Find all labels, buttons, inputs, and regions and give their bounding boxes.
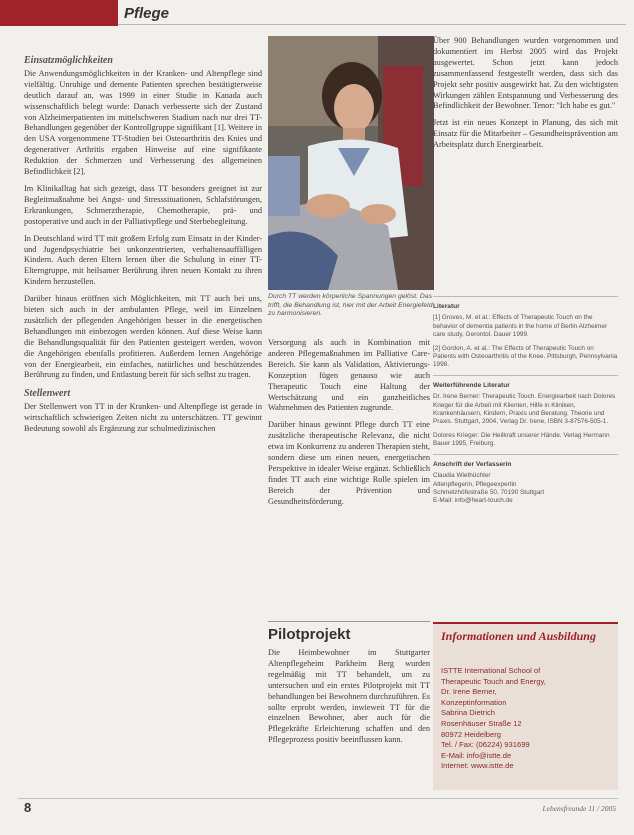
info-line: Therapeutic Touch and Energy, — [441, 676, 546, 686]
paragraph: Die Anwendungsmöglichkeiten in der Kranken- und Altenpflege sind vielfältig. Unruhige und demente Patienten sprechen bestätigterweise deutlich darauf an, was 1999 in einer Studie in Kanada auch wissenschaftlich belegt wurde: Danach verbesserte sich der Zustand von Alzheimerpatienten im mittelschweren Stadium nach nur drei TT-Behandlungen gegenüber der Kontrollgruppe signifikant [1]. Weitere in den USA vorgenommene TT-Studien bei Osteoarthritis des Knies und degenerativer Arthritis ergaben Hinweise auf eine signifikante Reduktion der Schmerzen und Verbesserung des allgemeinen Befindlichkeit [2]. — [24, 68, 262, 177]
pilot-heading: Pilotprojekt — [268, 626, 351, 643]
column-3 — [433, 36, 618, 157]
references-block — [433, 292, 618, 506]
subhead-effects: Einsatzmöglichkeiten — [24, 55, 113, 66]
info-box-body — [441, 666, 613, 772]
info-line: Sabrina Dietrich — [441, 708, 496, 718]
paragraph: Der Stellenwert von TT in der Kranken- und Altenpflege ist gerade in wirtschaftlich schwierigen Zeiten nicht zu unterschätzen. TT gewinnt Bedeutung sowohl als Ergänzung zur schulmedizinischen — [24, 402, 262, 434]
author-address-heading: Anschrift der Verfasserin — [433, 460, 512, 468]
paragraph: In Deutschland wird TT mit großem Erfolg zum Einsatz in der Kinder- und Jugendpsychiatrie bei unkonzentrierten, verhaltensauffälligen Kindern. Auch deren Eltern lernen über die Schulung in einer TT-Elterngruppe, mit heilsamer Berührung ihren neuen Kontakt zu ihren Kindern herzustellen. — [24, 233, 262, 287]
divider — [433, 296, 618, 297]
author-street: Schmelzhöfestraße 50, 70190 Stuttgart — [433, 488, 545, 496]
info-line: 80972 Heidelberg — [441, 729, 501, 739]
references-heading: Literatur — [433, 303, 460, 310]
paragraph: Jetzt ist ein neues Konzept in Planung, das sich mit Einsatz für die Mitarbeiter – Gesundheitsprävention am Arbeitsplatz durch Energiearbeit. — [433, 118, 618, 150]
info-line: Konzeptinformation — [441, 697, 507, 707]
paragraph: Darüber hinaus gewinnt Pflege durch TT eine zusätzliche therapeutische Relevanz, die nicht etwa im Konkurrenz zu anderen Therapien steht, sondern diese um einen neuen, energetischen Perspektive in idealer Weise ergänzt. Schließlich findet TT auch eine wichtige Rolle spielen im Bereich der Prävention und Gesundheitsförderung. — [268, 420, 430, 506]
author-name: Claudia Wiethüchter — [433, 472, 491, 480]
further-reading-heading: Weiterführende Literatur — [433, 381, 510, 389]
page-number: 8 — [24, 800, 32, 815]
column-1 — [24, 56, 262, 441]
info-line: Tel. / Fax: (06224) 931699 — [441, 740, 530, 750]
header-color-bar — [0, 0, 118, 26]
subhead-value: Stellenwert — [24, 388, 71, 400]
reference-item: [1] Groves, M. et al.: Effects of Therapeutic Touch on the behavior of dementia patients in the home of Berlin Alzheimer care study, Gerontol. Dauer 1999. — [433, 314, 608, 339]
reference-item: [2] Gordon, A. et al.: The Effects of Therapeutic Touch on Patients with Osteoarthritis of the Knee. Pittsburgh, Pennsylvania 1998. — [433, 344, 618, 369]
paragraph: Darüber hinaus eröffnen sich Möglichkeiten, mit TT auch bei uns, bieten sich auch in der ambulanten Pflege, weil im Einzelnen zusätzlich der pflegenden Angehörigen besser in die energetischen Behandlungen mit einbezogen werden können. Auf diese Weise kann die Behandlungsqualität für den Patienten gesteigert werden, wovon die Angehörigen ebenfalls profitieren. Außerdem lernen Angehörige von der Energiearbeit, ein einfaches, natürliches und beschützendes Berührung zu finden, und Entlastung bereit für sich selbst zu tragen. — [24, 294, 262, 380]
magazine-name: Lebensfreunde 11 / 2005 — [542, 804, 616, 813]
divider — [433, 454, 618, 455]
info-website[interactable]: Internet: www.istte.de — [441, 761, 514, 771]
author-role: Altenpflegerin, Pflegeexpertin — [433, 480, 517, 488]
header-rule — [118, 24, 626, 25]
info-box-title: Informationen und Ausbildung — [441, 629, 596, 643]
photo-caption: Durch TT werden körperliche Spannungen gelöst. Das trifft, die Behandlung ist, hier mit der Arbeit Energiefeld zu harmonisieren. — [268, 293, 433, 318]
pilot-text — [268, 648, 430, 752]
reference-item: Dolores Krieger: Die Heilkraft unserer Hände. Verlag Hermann Bauer 1995, Freiburg. — [433, 431, 610, 448]
author-email: E-Mail: info@heart-touch.de — [433, 497, 513, 505]
info-box — [433, 622, 618, 790]
treatment-photo — [268, 36, 434, 290]
section-header — [0, 0, 634, 26]
info-line: Dr. Irene Berner, — [441, 687, 497, 697]
info-line: Rosenhäuser Straße 12 — [441, 718, 522, 728]
paragraph: Versorgung als auch in Kombination mit anderen Pflegemaßnahmen im Palliative Care-Bereich. Sie kann als Validation, Aktivierungs-Konzeption fügen genauso wie auch Therapeutic Touch eine Haltung der Wertschätzung und ein ganzheitliches Wahrnehmen des Patienten zugrunde. — [268, 338, 430, 413]
info-line: ISTTE International School of — [441, 666, 541, 675]
photo-illustration — [268, 36, 434, 290]
column-2 — [268, 338, 430, 514]
info-email[interactable]: E-Mail: info@istte.de — [441, 750, 512, 760]
pilot-rule — [268, 621, 430, 622]
footer-rule — [18, 798, 618, 799]
section-title: Pflege — [124, 5, 170, 22]
paragraph: Die Heimbewohner im Stuttgarter Altenpflegeheim Parkheim Berg wurden regelmäßig mit TT behandelt, um zu untersuchen und ein erstes Pilotprojekt mit TT behandlungen bei Bewohnern durchzuführen. Es sollte erprobt werden, inwieweit TT für die einzelnen Bewohner, aber auch für die Pflegekräfte Erleichterung schaffen und den Pflegeprozess positiv beeinflussen kann. — [268, 648, 430, 745]
paragraph: Über 900 Behandlungen wurden vorgenommen und dokumentiert im Herbst 2005 wird das Projekt ausgewertet. Schon jetzt kann jedoch zusammenfassend festgestellt werden, dass sich das Projekt sehr positiv ausgewirkt hat. Zu den wichtigsten Wirkungen zählen Entspannung und Verbesserung des Befindlichkeit der Bewohner. Tenor: "Ich habe es gut." — [433, 36, 618, 111]
reference-item: Dr. Irene Berner: Therapeutic Touch. Energiearbeit nach Dolores Krieger für die Arbeit mit Klienten, Hilfe in Kliniken, Krankenhäusern, Kindern, Praxis und Beratung. Theorie und Praxis. Stuttgart, 2004, Verlag Dr. Irene, ISBN 3-87576-505-1. — [433, 393, 616, 426]
divider — [433, 375, 618, 376]
paragraph: Im Klinikalltag hat sich gezeigt, dass TT besonders geeignet ist zur Begleitmaßnahme bei Angst- und Stresssituationen, Schlafstörungen, Erkrankungen, Schmerztherapie, Chemotherapie, prä- und postoperative und auch in der Palliativpflege und Sterbebegleitung. — [24, 183, 262, 226]
